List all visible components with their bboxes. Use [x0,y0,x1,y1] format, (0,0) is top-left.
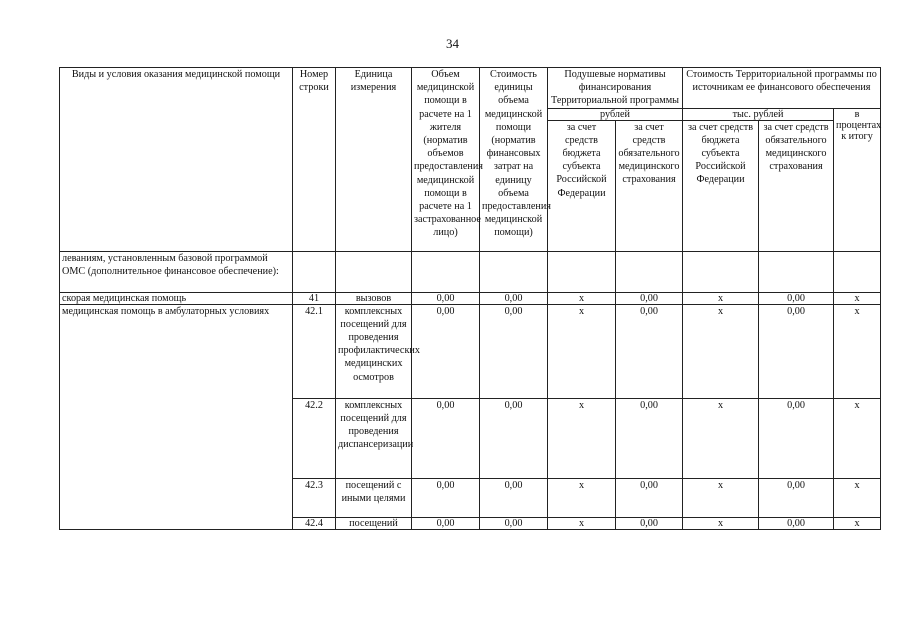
row-c3: х [683,517,759,529]
section-row [60,251,881,292]
header-percent: в процентах к итогу [834,108,881,251]
row-c3: х [683,398,759,478]
row-cost: 0,00 [480,517,548,529]
row-volume: 0,00 [412,292,480,304]
financing-table [59,67,881,530]
row-c1: х [548,398,616,478]
row-c5: х [834,292,881,304]
row-num: 42.2 [293,398,336,478]
row-c2: 0,00 [616,398,683,478]
header-per-capita: Подушевые нормативы финансирования Территориальной программы [548,68,683,109]
header-row-number: Номер строки [293,68,336,252]
header-oms: за счет средств обязательного медицинского страхования [616,120,683,251]
row-c1: х [548,292,616,304]
row-num: 42.1 [293,304,336,398]
header-per-capita-unit: рублей [548,108,683,120]
row-c1: х [548,304,616,398]
row-c1: х [548,478,616,517]
row-cost: 0,00 [480,292,548,304]
row-c2: 0,00 [616,478,683,517]
page-number: 34 [446,36,459,51]
row-c1: х [548,517,616,529]
row-volume: 0,00 [412,304,480,398]
header-budget-subject-2: за счет средств бюджета субъекта Российской Федерации [683,120,759,251]
row-c2: 0,00 [616,517,683,529]
row-cost: 0,00 [480,304,548,398]
row-cost: 0,00 [480,478,548,517]
header-oms-2: за счет средств обязательного медицинского страхования [759,120,834,251]
row-c2: 0,00 [616,292,683,304]
row-unit: комплексных посещений для проведения диспансеризации [336,398,412,478]
row-num: 42.4 [293,517,336,529]
row-c4: 0,00 [759,478,834,517]
row-unit: посещений с иными целями [336,478,412,517]
row-name: скорая медицинская помощь [60,292,293,304]
table-row [60,304,881,398]
header-types: Виды и условия оказания медицинской помощи [60,68,293,252]
row-c5: х [834,517,881,529]
row-c3: х [683,478,759,517]
row-c5: х [834,304,881,398]
row-c5: х [834,478,881,517]
row-c4: 0,00 [759,292,834,304]
row-cost: 0,00 [480,398,548,478]
row-c2: 0,00 [616,304,683,398]
header-cost: Стоимость единицы объема медицинской помощи (норматив финансовых затрат на единицу объема предоставления медицинской помощи) [480,68,548,252]
header-cost-territorial: Стоимость Территориальной программы по источникам ее финансового обеспечения [683,68,881,109]
row-c5: х [834,398,881,478]
row-num: 41 [293,292,336,304]
table-row [60,292,881,304]
row-c4: 0,00 [759,398,834,478]
row-c3: х [683,292,759,304]
row-unit: вызовов [336,292,412,304]
row-volume: 0,00 [412,517,480,529]
row-name: медицинская помощь в амбулаторных условиях [60,304,293,529]
row-c3: х [683,304,759,398]
section-text: леваниям, установленным базовой программой ОМС (дополнительное финансовое обеспечение): [60,251,293,292]
header-budget-subject: за счет средств бюджета субъекта Российской Федерации [548,120,616,251]
row-volume: 0,00 [412,398,480,478]
row-unit: посещений [336,517,412,529]
row-c4: 0,00 [759,517,834,529]
header-row-1 [60,68,881,109]
header-cost-unit: тыс. рублей [683,108,834,120]
row-c4: 0,00 [759,304,834,398]
header-unit: Единица измерения [336,68,412,252]
header-volume: Объем медицинской помощи в расчете на 1 жителя (норматив объемов предоставления медицинской помощи в расчете на 1 застрахованное лицо) [412,68,480,252]
row-num: 42.3 [293,478,336,517]
row-volume: 0,00 [412,478,480,517]
row-unit: комплексных посещений для проведения профилактических медицинских осмотров [336,304,412,398]
